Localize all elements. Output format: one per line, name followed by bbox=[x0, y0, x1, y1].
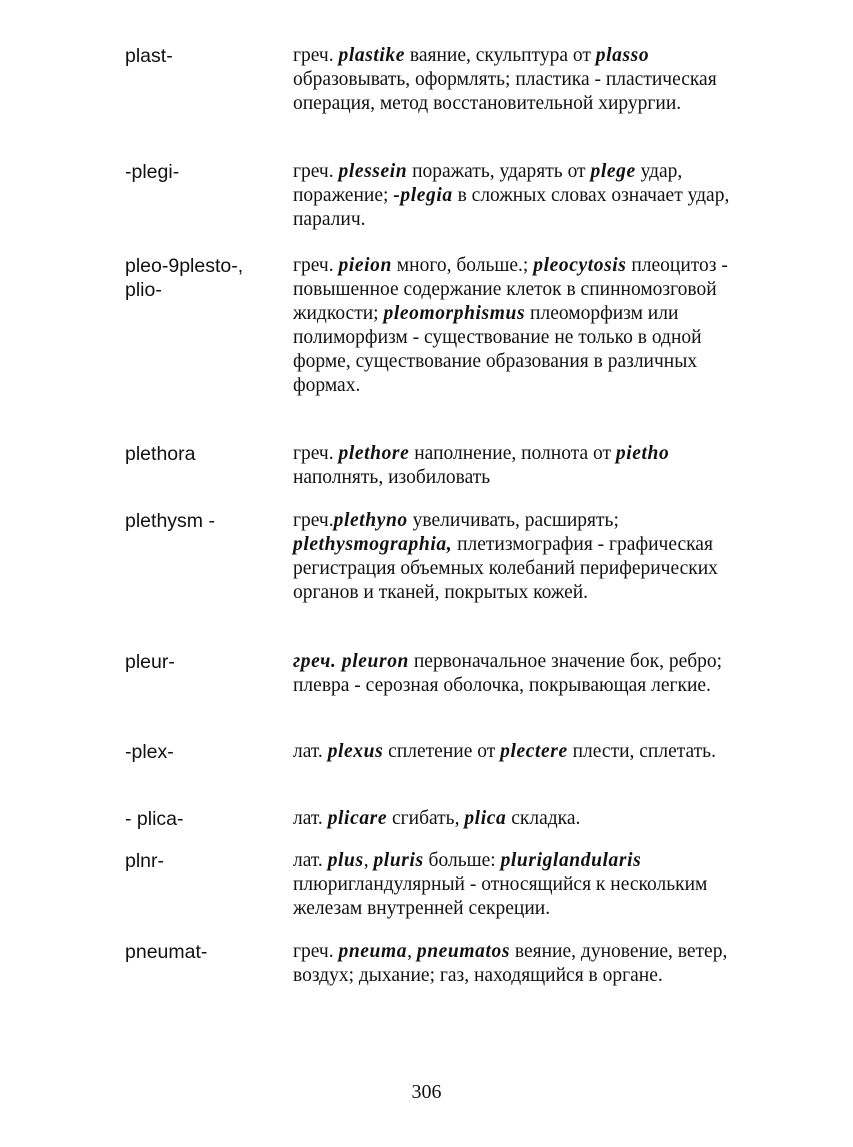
entry-definition bbox=[293, 940, 733, 988]
entry-term: pleur- bbox=[125, 651, 175, 673]
definition-text: , bbox=[363, 850, 374, 871]
definition-text: плести, сплетать. bbox=[567, 741, 716, 762]
definition-text: поражать, ударять от bbox=[407, 161, 591, 182]
definition-text: греч. bbox=[293, 161, 339, 182]
latin-term: plasso bbox=[595, 45, 650, 66]
latin-term: pleocytosis bbox=[533, 255, 627, 276]
definition-text: лат. bbox=[293, 850, 328, 871]
definition-text: первоначальное значение бок, ребро; плевра - серозная оболочка, покрывающая легкие. bbox=[293, 651, 723, 696]
latin-term: pleomorphismus bbox=[383, 303, 526, 324]
definition-text: плетизмография - графическая регистрация объемных колебаний периферических органов и тканей, покрытых кожей. bbox=[293, 534, 718, 603]
entry-definition bbox=[293, 650, 733, 698]
latin-term: pieion bbox=[338, 255, 392, 276]
definition-text: греч. bbox=[293, 45, 339, 66]
latin-term: plethysmographia, bbox=[293, 534, 453, 555]
latin-term: pneumatos bbox=[416, 941, 511, 962]
definition-text: сгибать, bbox=[387, 808, 465, 829]
entry-term: plnr- bbox=[125, 850, 165, 872]
entry-term: pneumat- bbox=[125, 941, 208, 963]
definition-text: наполнение, полнота от bbox=[409, 443, 616, 464]
definition-text: плеоморфизм или полиморфизм - существование не только в одной форме, существование образования в различных формах. bbox=[293, 303, 702, 396]
definition-text: увеличивать, расширять; bbox=[407, 510, 619, 531]
page-number: 306 bbox=[411, 1081, 442, 1103]
latin-term: plexus bbox=[327, 741, 384, 762]
definition-text: больше: bbox=[423, 850, 501, 871]
entry-definition bbox=[293, 740, 733, 764]
entry-term: - plica- bbox=[125, 808, 184, 830]
entry-definition bbox=[293, 509, 733, 605]
entry-definition bbox=[293, 254, 733, 398]
latin-term: -plegia bbox=[393, 185, 453, 206]
definition-text: ваяние, скульптура от bbox=[405, 45, 596, 66]
definition-text: в сложных словах означает удар, паралич. bbox=[293, 185, 730, 230]
definition-text: лат. bbox=[293, 741, 328, 762]
entry-definition bbox=[293, 807, 733, 831]
definition-text: удар, поражение; bbox=[293, 161, 683, 206]
latin-term: plica bbox=[464, 808, 507, 829]
latin-term: греч. pleuron bbox=[293, 651, 409, 672]
entry-term: pleo-9plesto-, plio- bbox=[125, 255, 244, 301]
latin-term: plethyno bbox=[333, 510, 408, 531]
entry-definition bbox=[293, 44, 733, 116]
definition-text: наполнять, изобиловать bbox=[293, 467, 491, 488]
definition-text: греч. bbox=[293, 443, 339, 464]
definition-text: много, больше.; bbox=[391, 255, 534, 276]
entry-term: -plex- bbox=[125, 741, 174, 763]
definition-text: образовывать, оформлять; пластика - пластическая операция, метод восстановительной хирургии. bbox=[293, 69, 717, 114]
definition-text: греч. bbox=[293, 941, 339, 962]
definition-text: плеоцитоз - повышенное содержание клеток в спинномозговой жидкости; bbox=[293, 255, 728, 324]
latin-term: pluris bbox=[373, 850, 424, 871]
definition-text: складка. bbox=[506, 808, 581, 829]
entry-definition bbox=[293, 442, 733, 490]
entry-term: plast- bbox=[125, 45, 173, 67]
definition-text: греч. bbox=[293, 255, 339, 276]
latin-term: pluriglandularis bbox=[500, 850, 642, 871]
latin-term: pietho bbox=[615, 443, 670, 464]
entry-term: plethysm - bbox=[125, 510, 215, 532]
definition-text: , bbox=[407, 941, 417, 962]
latin-term: plege bbox=[590, 161, 636, 182]
definition-text: лат. bbox=[293, 808, 328, 829]
latin-term: plastike bbox=[338, 45, 406, 66]
entry-definition bbox=[293, 160, 733, 232]
definition-text: плюригландулярный - относящийся к нескольким железам внутренней секреции. bbox=[293, 874, 708, 919]
latin-term: plethore bbox=[338, 443, 410, 464]
entry-definition bbox=[293, 849, 733, 921]
definition-text: веяние, дуновение, ветер, воздух; дыхание; газ, находящийся в органе. bbox=[293, 941, 728, 986]
definition-text: греч. bbox=[293, 510, 334, 531]
entry-term: -plegi- bbox=[125, 161, 180, 183]
latin-term: plectere bbox=[500, 741, 568, 762]
definition-text: сплетение от bbox=[383, 741, 501, 762]
latin-term: plessein bbox=[338, 161, 408, 182]
entry-term: plethora bbox=[125, 443, 196, 465]
latin-term: plus bbox=[327, 850, 364, 871]
latin-term: pneuma bbox=[338, 941, 408, 962]
latin-term: plicare bbox=[327, 808, 388, 829]
